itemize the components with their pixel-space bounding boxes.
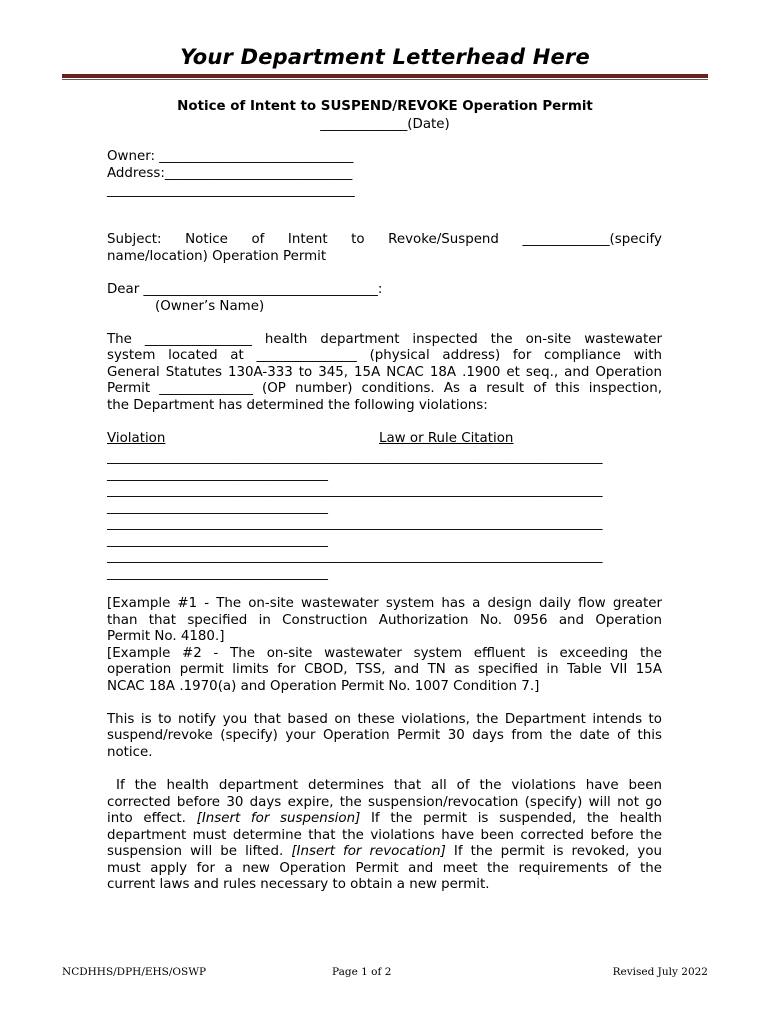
subject-word: Notice	[185, 232, 228, 247]
subject-word: Intent	[287, 232, 328, 247]
subject-word: of	[251, 232, 265, 247]
notice-title: Notice of Intent to SUSPEND/REVOKE Operation Permit	[177, 99, 593, 114]
final-paragraph-line: If the health department determines that all of the violations have been	[116, 778, 662, 793]
violation-row-line: __________________________________________________________________________	[107, 483, 603, 498]
subject-line-2: name/location) Operation Permit	[107, 249, 327, 264]
example-1-line: Permit No. 4180.]	[107, 629, 225, 644]
dear-line: Dear ___________________________________:	[107, 282, 383, 297]
inspection-paragraph-line: system located at _______________ (physical address) for compliance with	[107, 348, 662, 363]
subject-word: to	[351, 232, 365, 247]
address-line: Address:____________________________	[107, 166, 353, 181]
violation-row-line: __________________________________________________________________________	[107, 549, 603, 564]
final-paragraph-line: current laws and rules necessary to obtain a new permit.	[107, 877, 490, 892]
example-2-line: [Example #2 - The on-site wastewater system effluent is exceeding the	[107, 646, 662, 661]
owners-name-label: (Owner’s Name)	[155, 299, 265, 314]
violation-row-short: _________________________________	[107, 566, 328, 581]
example-2-line: NCAC 18A .1970(a) and Operation Permit No. 1007 Condition 7.]	[107, 679, 540, 694]
letterhead-title: Your Department Letterhead Here	[180, 45, 590, 69]
inspection-paragraph-line: the Department has determined the following violations:	[107, 398, 488, 413]
citation-blank: __________	[261, 467, 328, 482]
final-paragraph-line: into effect. [Insert for suspension] If the permit is suspended, the health	[107, 811, 662, 826]
insert-suspension-note: [Insert for suspension]	[196, 811, 361, 826]
citation-header: Law or Rule Citation	[379, 431, 514, 446]
footer-revised-date: Revised July 2022	[612, 966, 708, 978]
example-1-line: [Example #1 - The on-site wastewater system has a design daily flow greater	[107, 596, 662, 611]
inspection-paragraph-line: The ________________ health department inspected the on-site wastewater	[107, 332, 662, 347]
violation-row-line: __________________________________________________________________________	[107, 516, 603, 531]
footer-page-number: Page 1 of 2	[332, 966, 392, 978]
example-1-line: than that specified in Construction Authorization No. 0956 and Operation	[107, 613, 662, 628]
letterhead-rule-thick	[62, 74, 708, 78]
final-paragraph-line: must apply for a new Operation Permit and meet the requirements of the	[107, 861, 662, 876]
final-paragraph-line: suspension will be lifted. [Insert for revocation] If the permit is revoked, you	[107, 844, 663, 859]
example-2-line: operation permit limits for CBOD, TSS, and TN as specified in Table VII 15A	[107, 662, 662, 677]
notify-paragraph-line: This is to notify you that based on these violations, the Department intends to	[107, 712, 662, 727]
final-paragraph-line: corrected before 30 days expire, the suspension/revocation (specify) will not go	[107, 795, 662, 810]
citation-blank: __________	[261, 533, 328, 548]
subject-line-1	[107, 232, 662, 249]
inspection-paragraph-line: Permit ______________ (OP number) conditions. As a result of this inspection,	[107, 381, 662, 396]
citation-blank: __________	[261, 566, 328, 581]
insert-revocation-note: [Insert for revocation]	[291, 844, 446, 859]
letterhead-rule-thin	[62, 79, 708, 80]
violation-row-short: _________________________________	[107, 533, 328, 548]
inspection-paragraph-line: General Statutes 130A-333 to 345, 15A NCAC 18A .1900 et seq., and Operation	[107, 365, 662, 380]
final-paragraph-line: department must determine that the violations have been corrected before the	[107, 828, 662, 843]
footer-agency: NCDHHS/DPH/EHS/OSWP	[62, 966, 207, 978]
subject-word: _____________(specify	[522, 232, 662, 247]
violation-row-short: _________________________________	[107, 500, 328, 515]
citation-blank: __________	[261, 500, 328, 515]
violation-row-short: _________________________________	[107, 467, 328, 482]
notify-paragraph-line: notice.	[107, 745, 153, 760]
violation-header: Violation	[107, 431, 166, 446]
notify-paragraph-line: suspend/revoke (specify) your Operation Permit 30 days from the date of this	[107, 728, 662, 743]
owner-line: Owner: _____________________________	[107, 149, 354, 164]
subject-word: Subject:	[107, 232, 162, 247]
date-line: _____________(Date)	[320, 117, 450, 132]
violation-row-line: __________________________________________________________________________	[107, 450, 603, 465]
address-line-2: _____________________________________	[107, 183, 355, 198]
subject-word: Revoke/Suspend	[388, 232, 499, 247]
